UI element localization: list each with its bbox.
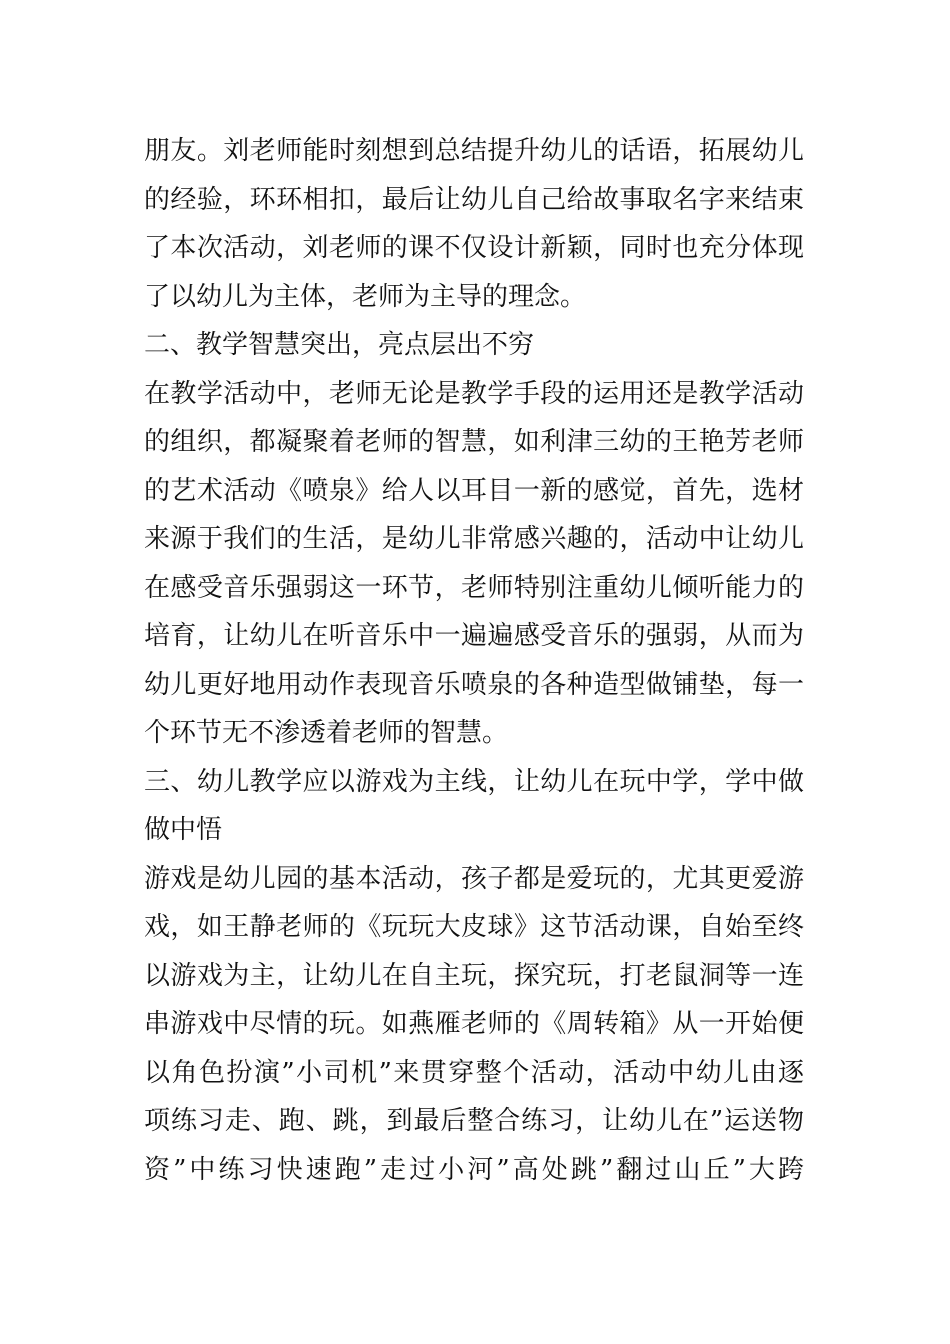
text-line: 的经验，环环相扣，最后让幼儿自己给故事取名字来结束 <box>144 184 804 215</box>
text-line: 以角色扮演”小司机”来贯穿整个活动，活动中幼儿由逐 <box>144 1057 804 1088</box>
section-heading: 三、幼儿教学应以游戏为主线，让幼儿在玩中学，学中做 <box>144 766 804 797</box>
section-heading: 二、教学智慧突出，亮点层出不穷 <box>144 330 535 360</box>
text-line: 戏，如王静老师的《玩玩大皮球》这节活动课，自始至终 <box>144 912 804 942</box>
text-line: 资”中练习快速跑”走过小河”高处跳”翻过山丘”大跨 <box>144 1154 804 1185</box>
text-line: 来源于我们的生活，是幼儿非常感兴趣的，活动中让幼儿 <box>144 524 804 554</box>
text-line: 游戏是幼儿园的基本活动，孩子都是爱玩的，尤其更爱游 <box>144 863 804 894</box>
text-line: 幼儿更好地用动作表现音乐喷泉的各种造型做铺垫，每一 <box>144 669 804 700</box>
text-line: 在教学活动中，老师无论是教学手段的运用还是教学活动 <box>144 378 804 409</box>
text-line: 了本次活动，刘老师的课不仅设计新颖，同时也充分体现 <box>144 233 804 263</box>
text-line: 的组织，都凝聚着老师的智慧，如利津三幼的王艳芳老师 <box>144 427 804 457</box>
text-line: 串游戏中尽情的玩。如燕雁老师的《周转箱》从一开始便 <box>144 1009 804 1039</box>
text-line: 培育，让幼儿在听音乐中一遍遍感受音乐的强弱，从而为 <box>144 621 804 651</box>
text-line: 个环节无不渗透着老师的智慧。 <box>144 718 509 748</box>
text-line: 项练习走、跑、跳，到最后整合练习，让幼儿在”运送物 <box>144 1106 804 1136</box>
text-line: 了以幼儿为主体，老师为主导的理念。 <box>144 281 587 312</box>
document-body <box>144 127 816 1194</box>
text-line: 朋友。刘老师能时刻想到总结提升幼儿的话语，拓展幼儿 <box>144 136 804 166</box>
section-heading: 做中悟 <box>144 815 223 845</box>
text-line: 的艺术活动《喷泉》给人以耳目一新的感觉，首先，选材 <box>144 475 804 506</box>
text-line: 在感受音乐强弱这一环节，老师特别注重幼儿倾听能力的 <box>144 572 804 603</box>
text-line: 以游戏为主，让幼儿在自主玩，探究玩，打老鼠洞等一连 <box>144 960 804 991</box>
